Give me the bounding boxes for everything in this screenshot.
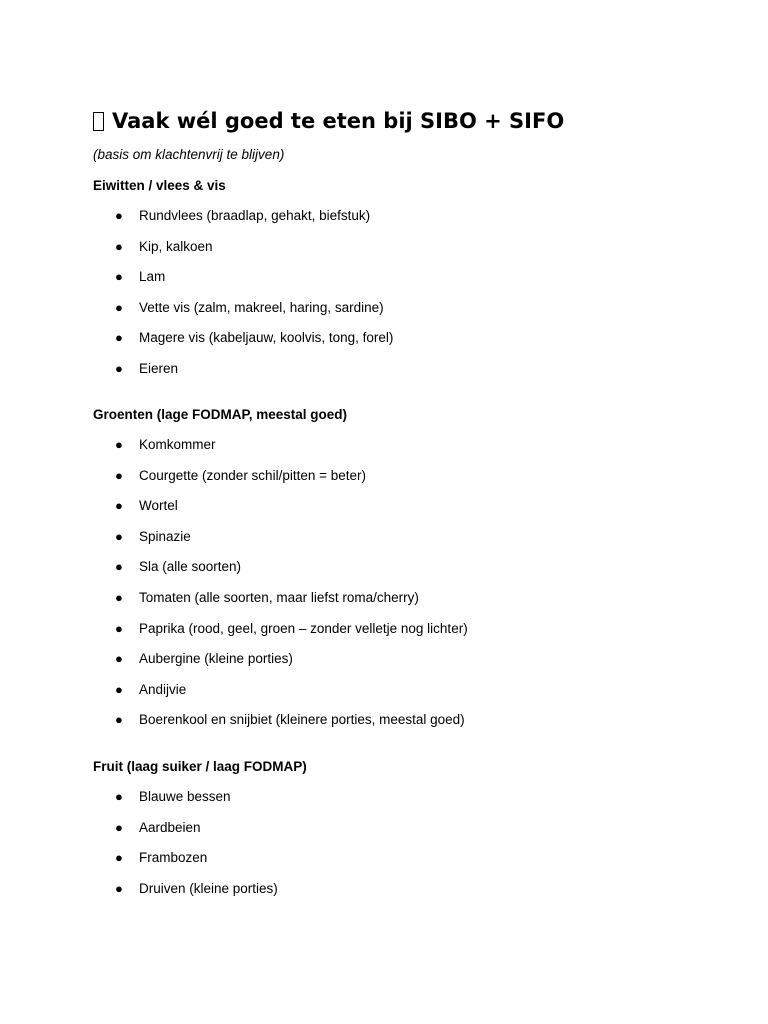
list-item-text: Eieren [139,360,179,376]
bullet-icon: ● [115,208,123,223]
list-item-text: Rundvlees (braadlap, gehakt, biefstuk) [139,208,371,223]
list-item-text: Magere vis (kabeljauw, koolvis, tong, forel) [139,330,394,346]
bullet-icon: ● [115,789,123,804]
bullet-icon: ● [115,712,123,728]
list-item-text: Aubergine (kleine porties) [139,651,293,667]
list-item-text: Druiven (kleine porties) [139,880,278,896]
bullet-icon: ● [115,651,123,667]
page-subtitle: (basis om klachtenvrij te blijven) [93,147,285,162]
section-heading-eiwitten: Eiwitten / vlees & vis [93,178,226,193]
bullet-icon: ● [115,269,123,285]
list-item-text: Andijvie [139,681,187,697]
list-item-text: Paprika (rood, geel, groen – zonder velletje nog lichter) [139,620,468,636]
bullet-icon: ● [115,330,123,346]
bullet-icon: ● [115,819,123,835]
bullet-icon: ● [115,467,123,483]
section-heading-fruit: Fruit (laag suiker / laag FODMAP) [93,759,307,774]
list-item-text: Boerenkool en snijbiet (kleinere porties, meestal goed) [139,712,465,728]
section-heading-groenten: Groenten (lage FODMAP, meestal goed) [93,407,348,422]
list-item-text: Vette vis (zalm, makreel, haring, sardine) [139,299,384,315]
bullet-icon: ● [115,299,123,315]
bullet-icon: ● [115,559,123,575]
list-item-text: Courgette (zonder schil/pitten = beter) [139,467,366,483]
list-item-text: Frambozen [139,850,208,866]
list-item-text: Wortel [139,498,178,514]
list-item-text: Blauwe bessen [139,789,231,804]
list-item-text: Kip, kalkoen [139,238,213,254]
list-item-text: Sla (alle soorten) [139,559,242,575]
bullet-icon: ● [115,498,123,514]
bullet-icon: ● [115,528,123,544]
list-item-text: Spinazie [139,528,191,544]
bullet-icon: ● [115,681,123,697]
list-item-text: Komkommer [139,437,216,452]
bullet-icon: ● [115,620,123,636]
bullet-icon: ● [115,850,123,866]
bullet-icon: ● [115,360,123,376]
bullet-icon: ● [115,589,123,605]
page-title-text: Vaak wél goed te eten bij SIBO + SIFO [112,109,565,133]
list-item-text: Lam [139,269,166,285]
page-title [93,106,564,136]
missing-glyph-icon [93,112,104,131]
list-item-text: Aardbeien [139,819,201,835]
bullet-icon: ● [115,238,123,254]
list-item-text: Tomaten (alle soorten, maar liefst roma/cherry) [139,589,419,605]
bullet-icon: ● [115,437,123,452]
bullet-icon: ● [115,880,123,896]
